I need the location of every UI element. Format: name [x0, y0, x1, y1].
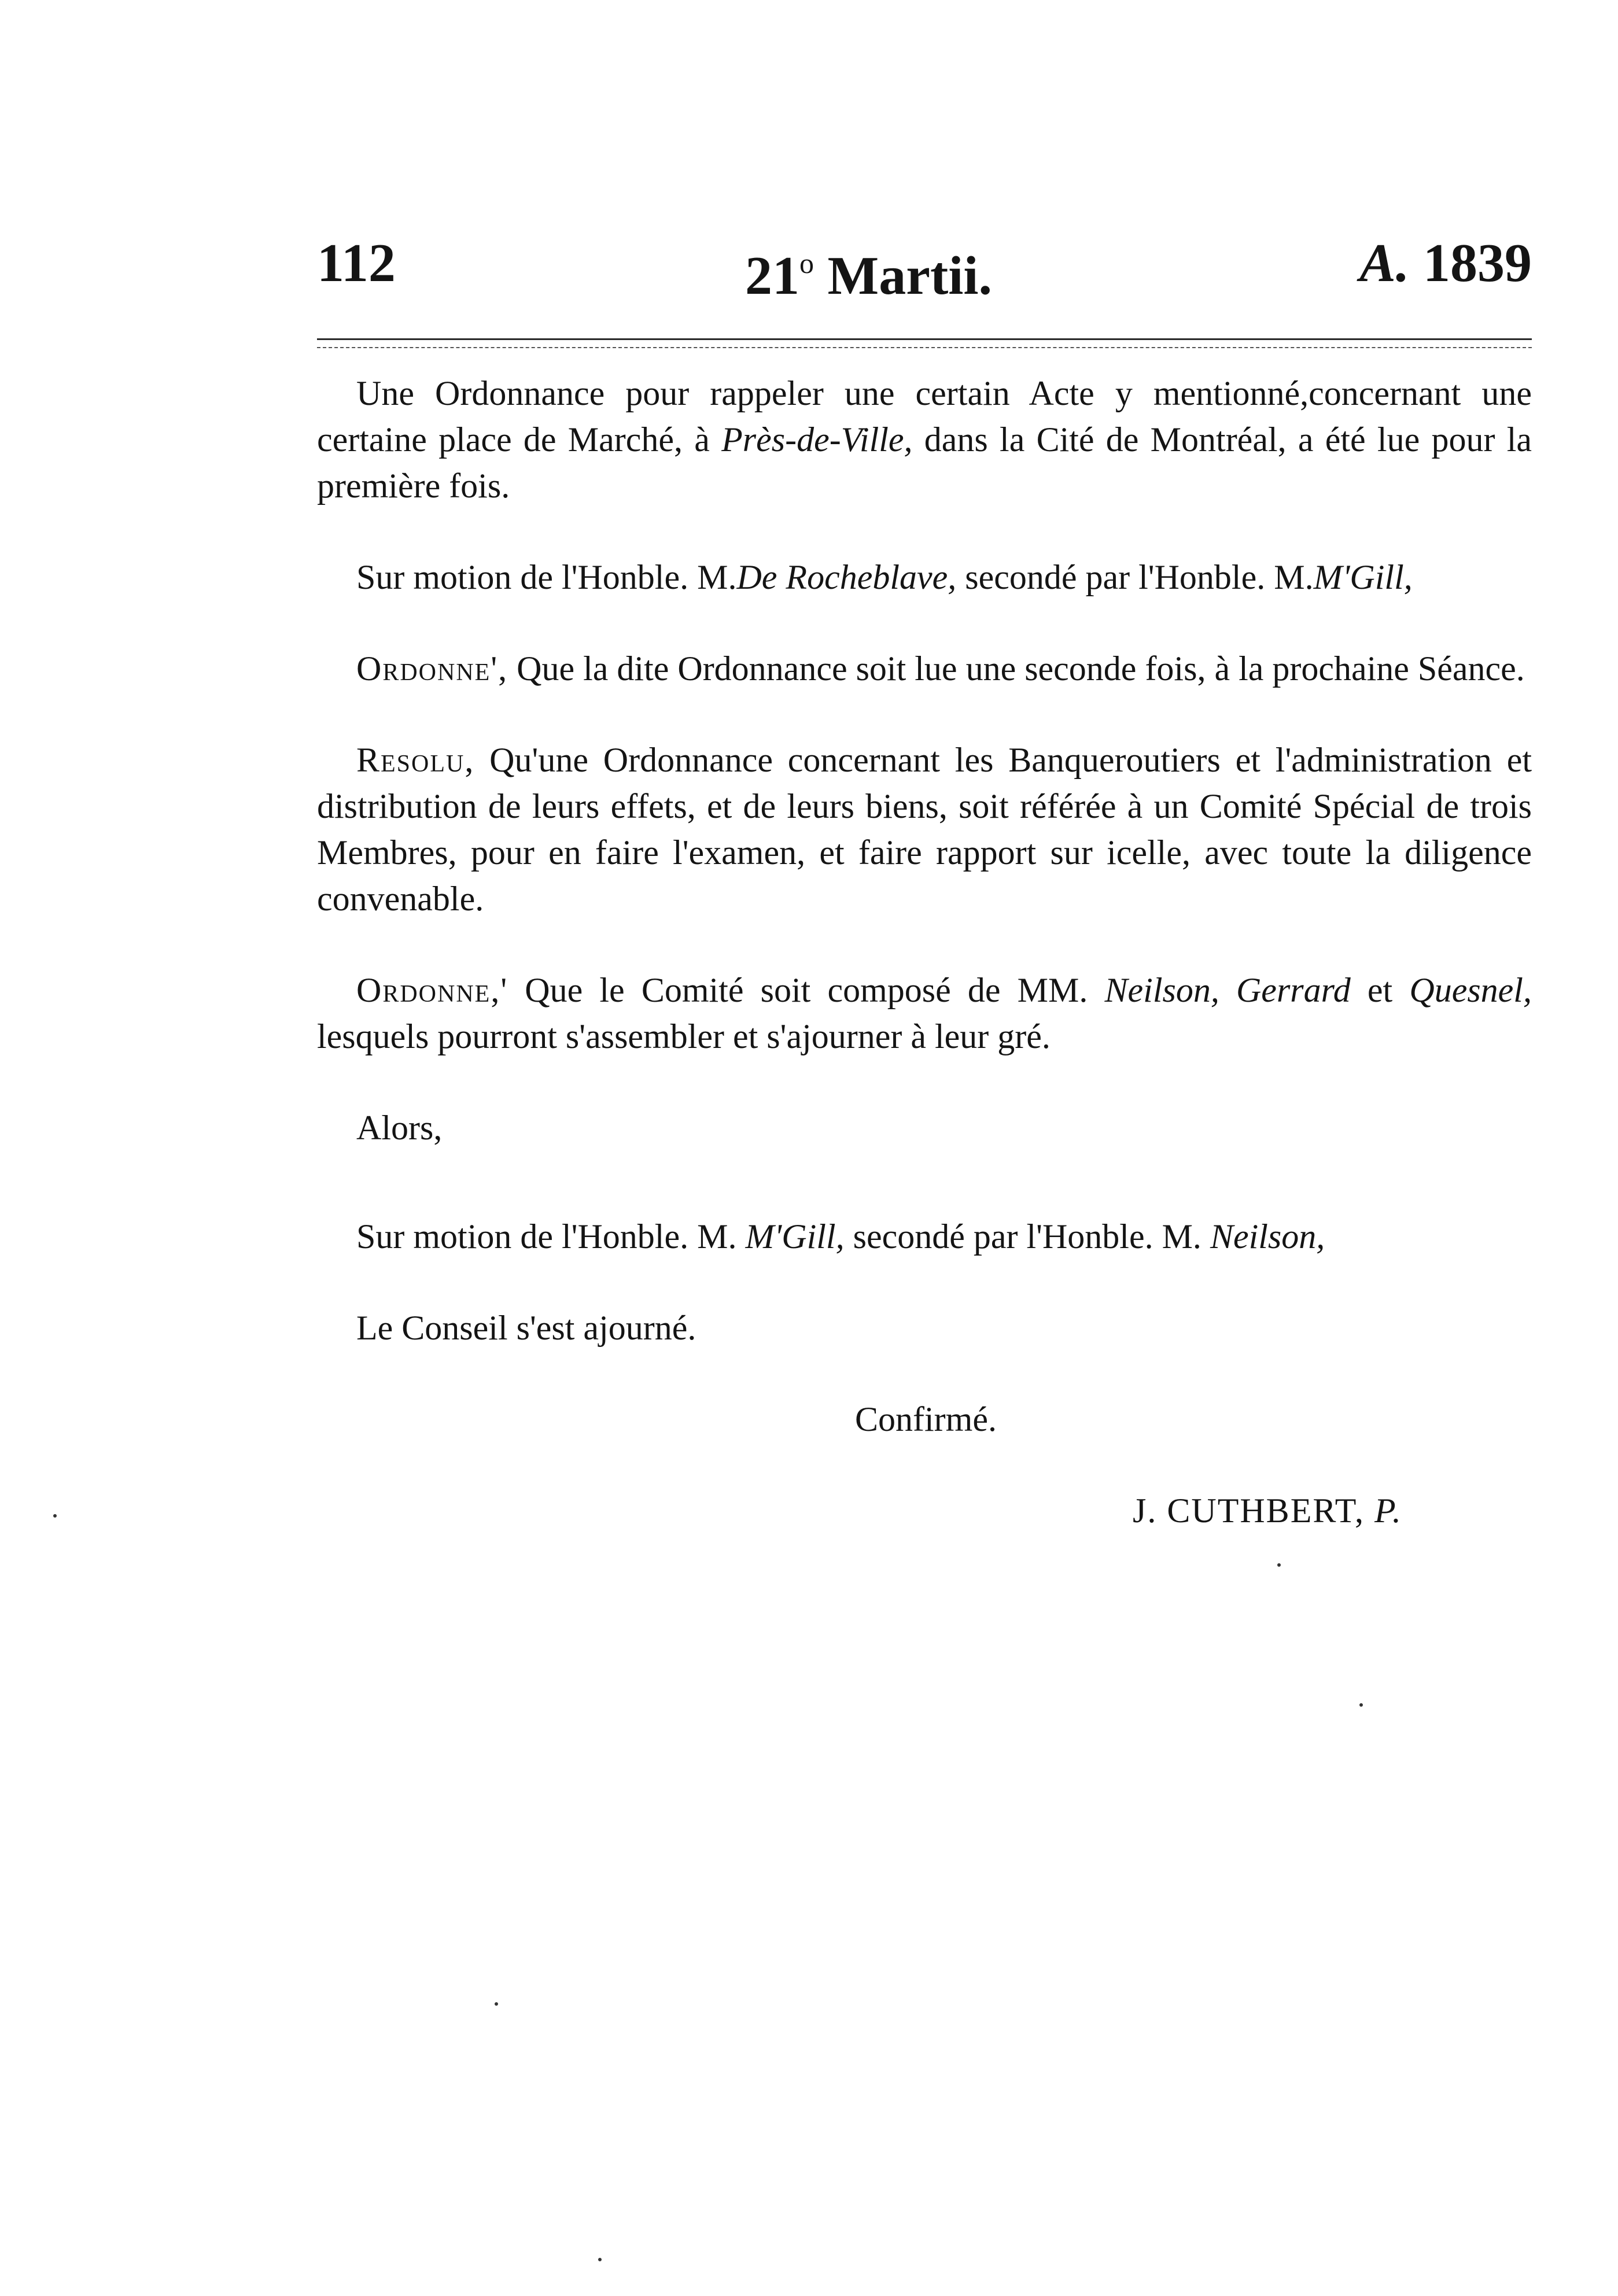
paragraph-text: secondé par l'Honble. M.: [844, 1217, 1210, 1256]
member-name: De Rocheblave,: [736, 558, 957, 596]
paragraph-adjourned: Le Conseil s'est ajourné.: [356, 1309, 696, 1347]
paragraph-ordinance-reading: [317, 370, 1532, 509]
confirmation: Confirmé.: [855, 1400, 997, 1438]
paragraph-alors: Alors,: [356, 1109, 443, 1147]
year-prefix: A.: [1359, 233, 1410, 293]
header-rule: [317, 338, 1532, 340]
paragraph-text: Une Ordonnance pour rappeler une certain Acte y mentionné,concernant une certaine place de Marché, à: [317, 374, 1532, 459]
paragraph-text: Sur motion de l'Honble. M.: [356, 558, 737, 596]
header-year: [1359, 223, 1532, 304]
scan-speck: [598, 2258, 602, 2261]
header-rule-dashed: [317, 347, 1532, 348]
signature-name: J. CUTHBERT,: [1133, 1492, 1374, 1530]
header-date: [745, 223, 992, 316]
paragraph-ordonne-2: [317, 967, 1532, 1060]
paragraph-lead: Ordonne',: [356, 649, 508, 688]
paragraph-text: Sur motion de l'Honble. M.: [356, 1217, 746, 1256]
paragraph-text: Que le Comité soit composé de MM.: [508, 971, 1105, 1009]
paragraph-lead: Resolu,: [356, 741, 475, 779]
scan-speck: [1277, 1563, 1281, 1567]
paragraph-text: dans la Cité de Montréal, a été lue pour la première fois.: [317, 420, 1532, 505]
paragraph-motion-1: [317, 554, 1532, 600]
paragraph-text: secondé par l'Honble. M.: [956, 558, 1314, 596]
scan-speck: [53, 1514, 57, 1518]
date-superscript: o: [799, 247, 814, 279]
paragraph-motion-2: [317, 1213, 1532, 1260]
paragraph-ordonne-1: [317, 645, 1532, 692]
paragraph-text: Qu'une Ordonnance concernant les Banqueroutiers et l'administration et distribution de leurs effets, et de leurs biens, soit référée à un Comité Spécial de trois Membres, pour en faire l'examen, et faire rapport sur icelle, avec toute la diligence convenable.: [317, 741, 1532, 918]
member-names: Neilson, Gerrard: [1104, 971, 1351, 1009]
place-name: Près-de-Ville,: [721, 420, 913, 459]
scan-speck: [495, 2002, 498, 2006]
paragraph-resolu: [317, 737, 1532, 922]
member-name: M'Gill,: [745, 1217, 845, 1256]
signature: [317, 1487, 1532, 1534]
paragraph-lead: Ordonne,': [356, 971, 508, 1009]
document-body: [317, 370, 1532, 1534]
member-name: Quesnel,: [1409, 971, 1532, 1009]
paragraph-text: lesquels pourront s'assembler et s'ajourner à leur gré.: [317, 1017, 1051, 1055]
paragraph-text: et: [1350, 971, 1410, 1009]
date-month: Martii.: [827, 246, 992, 306]
signature-title: P.: [1374, 1492, 1402, 1530]
page-number: 112: [317, 233, 396, 293]
member-name: Neilson,: [1210, 1217, 1325, 1256]
scan-speck: [1359, 1703, 1363, 1707]
year-value: 1839: [1423, 233, 1532, 293]
page-header: [317, 223, 1532, 304]
member-name: M'Gill,: [1313, 558, 1413, 596]
date-day: 21: [745, 246, 799, 306]
paragraph-text: Que la dite Ordonnance soit lue une seconde fois, à la prochaine Séance.: [508, 649, 1525, 688]
